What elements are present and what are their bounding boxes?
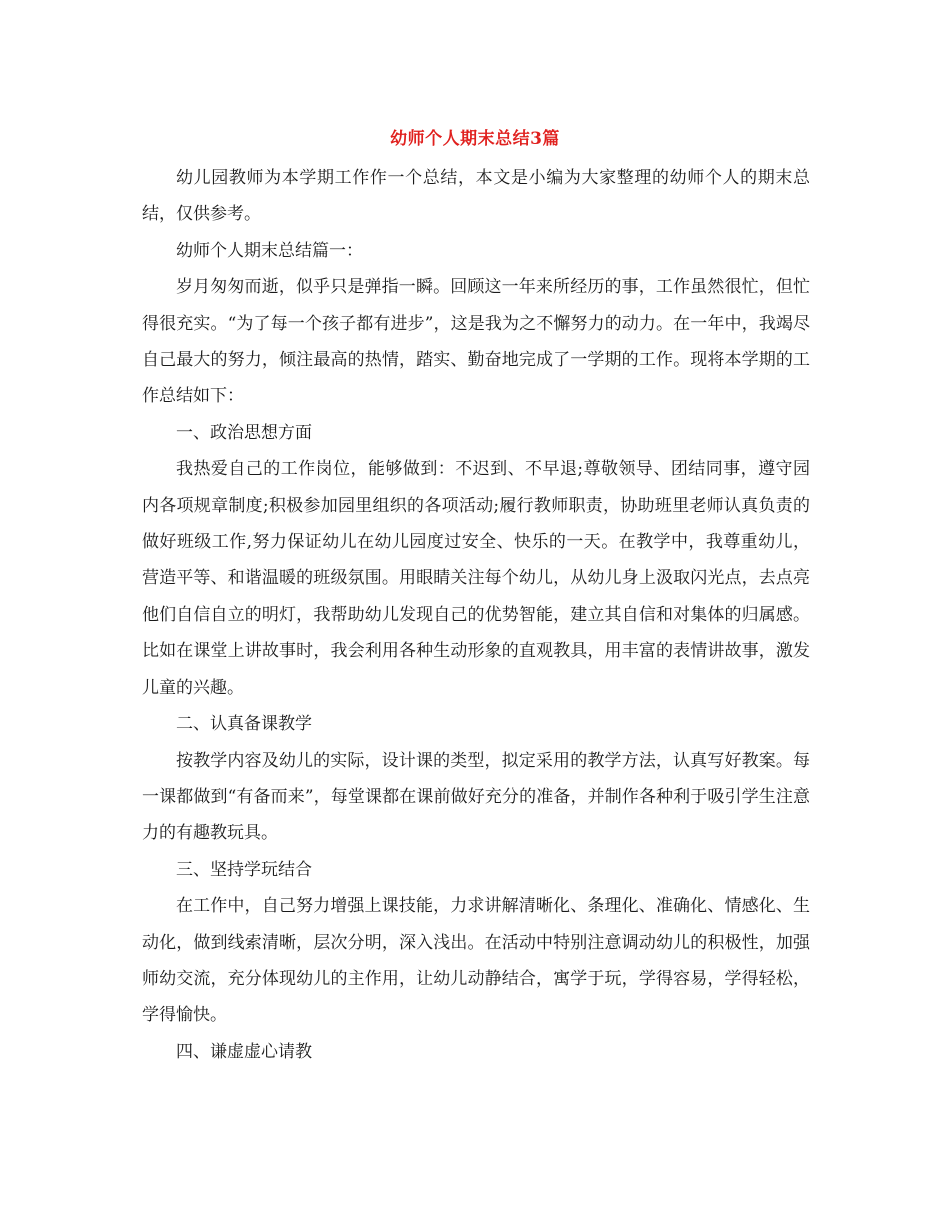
- document-title: 幼师个人期末总结3篇: [390, 129, 560, 149]
- heading-political: 一、政治思想方面: [176, 422, 312, 443]
- paragraph-lesson-prep: 按教学内容及幼儿的实际，设计课的类型，拟定采用的教学方法，认真写好教案。每一课都做到“有备而来”，每堂课都在课前做好充分的准备，并制作各种利于吸引学生注意力的有趣教玩具。: [142, 750, 810, 844]
- heading-modesty: 四、谦虚虚心请教: [176, 1041, 312, 1062]
- paragraph-opening: 岁月匆匆而逝，似乎只是弹指一瞬。回顾这一年来所经历的事，工作虽然很忙，但忙得很充实。“为了每一个孩子都有进步”，这是我为之不懈努力的动力。在一年中，我竭尽自己最大的努力，倾注最高的热情，踏实、勤奋地完成了一学期的工作。现将本学期的工作总结如下：: [142, 277, 810, 407]
- heading-lesson-prep: 二、认真备课教学: [176, 714, 312, 735]
- paragraph-intro: 幼儿园教师为本学期工作作一个总结，本文是小编为大家整理的幼师个人的期末总结，仅供参考。: [142, 168, 810, 225]
- paragraph-study-play: 在工作中，自己努力增强上课技能，力求讲解清晰化、条理化、准确化、情感化、生动化，做到线索清晰，层次分明，深入浅出。在活动中特别注意调动幼儿的积极性，加强师幼交流，充分体现幼儿的主作用，让幼儿动静结合，寓学于玩，学得容易，学得轻松，学得愉快。: [142, 896, 810, 1026]
- paragraph-section-heading: 幼师个人期末总结篇一：: [176, 240, 363, 261]
- heading-study-play: 三、坚持学玩结合: [176, 859, 312, 880]
- paragraph-political: 我热爱自己的工作岗位，能够做到：不迟到、不早退;尊敬领导、团结同事，遵守园内各项规章制度;积极参加园里组织的各项活动;履行教师职责，协助班里老师认真负责的做好班级工作,努力保证幼儿在幼儿园度过安全、快乐的一天。在教学中，我尊重幼儿，营造平等、和谐温暖的班级氛围。用眼睛关注每个幼儿，从幼儿身上汲取闪光点，去点亮他们自信自立的明灯，我帮助幼儿发现自己的优势智能，建立其自信和对集体的归属感。比如在课堂上讲故事时，我会利用各种生动形象的直观教具，用丰富的表情讲故事，激发儿童的兴趣。: [142, 459, 810, 698]
- document-body: [142, 160, 810, 1070]
